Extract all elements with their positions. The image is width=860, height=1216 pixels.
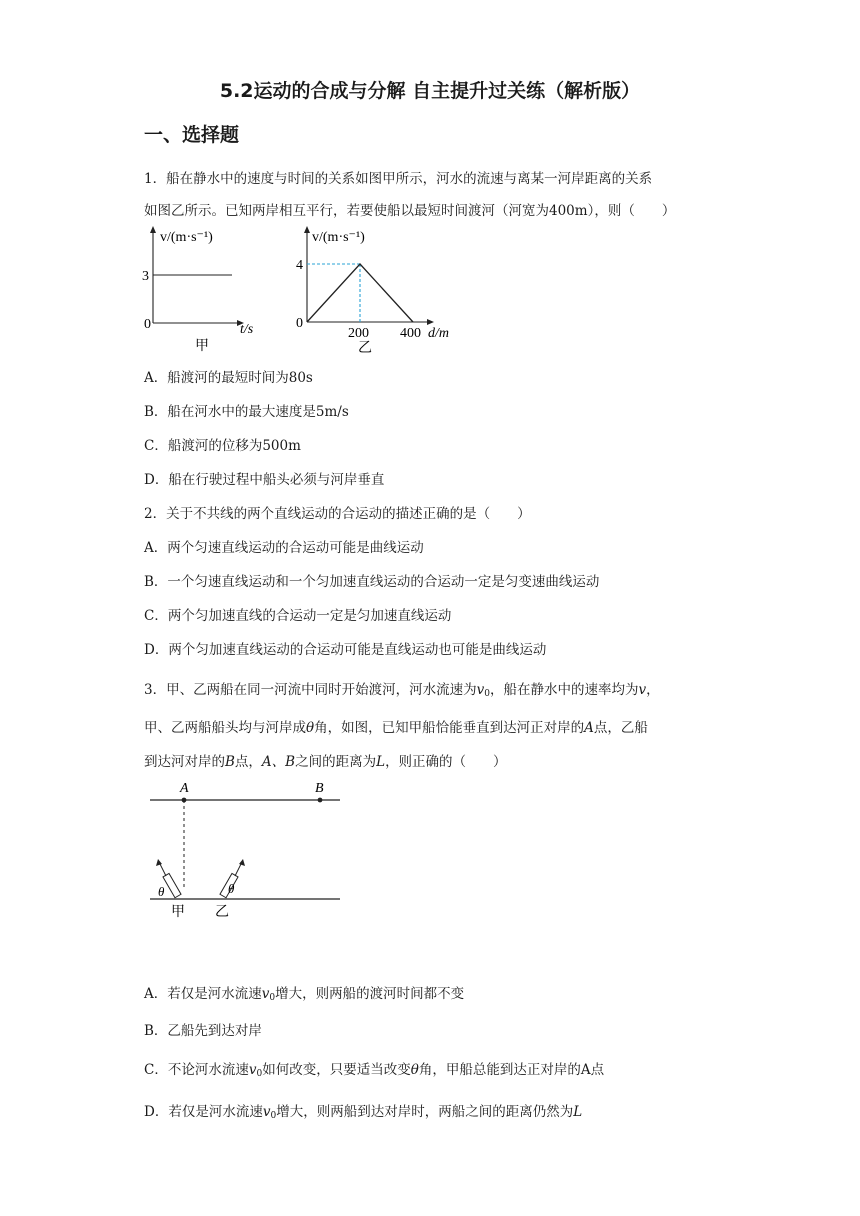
q3-option-d: D．若仅是河水流速$v_0$增大，则两船到达对岸时，两船之间的距离仍然为L (144, 1104, 583, 1121)
yi-x-tick-400: 400 (400, 326, 421, 341)
yi-caption: 乙 (358, 341, 372, 356)
q3-stem-line2: 甲、乙两船船头均与河岸成θ角，如图，已知甲船恰能垂直到达河正对岸的A点，乙船 (144, 720, 648, 736)
q1-option-c: C．船渡河的位移为500m (144, 438, 301, 454)
q3-stem-line3: 到达河对岸的B点，A、B之间的距离为L，则正确的（ ） (144, 754, 507, 770)
theta-label-yi: θ (228, 881, 235, 896)
point-a-label: A (180, 781, 189, 796)
q3-stem-line1: 3．甲、乙两船在同一河流中同时开始渡河，河水流速为$v_0$，船在静水中的速率均为v， (144, 682, 660, 699)
jia-caption: 甲 (195, 339, 209, 354)
jia-x-axis-label: t/s (240, 322, 254, 337)
yi-x-axis-label: d/m (428, 326, 449, 341)
q1-option-b: B．船在河水中的最大速度是5m/s (144, 404, 349, 420)
q1-stem-line1: 1．船在静水中的速度与时间的关系如图甲所示，河水的流速与离某一河岸距离的关系 (144, 171, 653, 187)
yi-x-tick-200: 200 (348, 326, 369, 341)
q3-option-c: C．不论河水流速$v_0$如何改变，只要适当改变θ角，甲船总能到达正对岸的A点 (144, 1062, 605, 1079)
q3-option-b: B．乙船先到达对岸 (144, 1023, 262, 1039)
q2-option-d: D．两个匀加速直线运动的合运动可能是直线运动也可能是曲线运动 (144, 642, 547, 658)
yi-y-tick: 4 (296, 258, 303, 273)
jia-y-axis-label: v/(m·s⁻¹) (160, 230, 213, 245)
jia-origin: 0 (144, 317, 151, 332)
q3-option-a: A．若仅是河水流速$v_0$增大，则两船的渡河时间都不变 (144, 986, 465, 1003)
q1-graph-jia (140, 225, 270, 355)
q2-option-b: B．一个匀速直线运动和一个匀加速直线运动的合运动一定是匀变速曲线运动 (144, 574, 600, 590)
q3-river-figure (140, 778, 350, 923)
q1-stem-line2: 如图乙所示。已知两岸相互平行，若要使船以最短时间渡河（河宽为400m），则（ ） (144, 203, 676, 219)
q2-option-a: A．两个匀速直线运动的合运动可能是曲线运动 (144, 540, 424, 556)
yi-origin: 0 (296, 316, 303, 331)
q1-graph-yi (292, 225, 472, 357)
page-title: 5.2运动的合成与分解 自主提升过关练（解析版） (219, 80, 641, 102)
boat-jia-label: 甲 (171, 905, 185, 920)
q1-option-d: D．船在行驶过程中船头必须与河岸垂直 (144, 472, 385, 488)
jia-y-tick: 3 (142, 269, 149, 284)
q1-option-a: A．船渡河的最短时间为80s (144, 370, 313, 386)
q2-stem: 2．关于不共线的两个直线运动的合运动的描述正确的是（ ） (144, 506, 531, 522)
point-b-label: B (315, 781, 324, 796)
boat-yi-label: 乙 (215, 905, 229, 920)
q2-option-c: C．两个匀加速直线的合运动一定是匀加速直线运动 (144, 608, 452, 624)
yi-y-axis-label: v/(m·s⁻¹) (312, 230, 365, 245)
section-heading: 一、选择题 (144, 124, 240, 146)
theta-label-jia: θ (158, 884, 165, 899)
